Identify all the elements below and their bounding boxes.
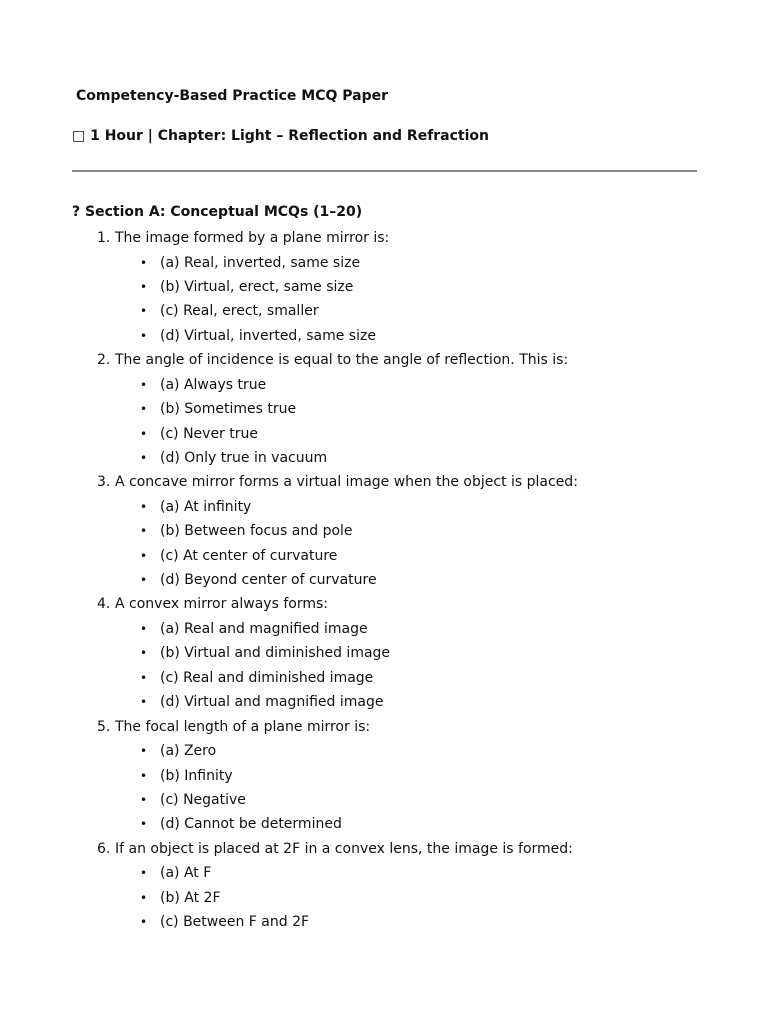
bullet-icon: • bbox=[140, 866, 148, 881]
question-item bbox=[0, 839, 768, 937]
horizontal-divider bbox=[72, 170, 697, 172]
question-number: 4. bbox=[97, 596, 111, 613]
question-item bbox=[0, 228, 768, 350]
option-text: (a) Always true bbox=[160, 376, 267, 393]
bullet-icon: • bbox=[140, 499, 148, 514]
answer-option bbox=[0, 521, 768, 545]
answer-option bbox=[0, 692, 768, 716]
answer-option bbox=[0, 912, 768, 936]
bullet-icon: • bbox=[140, 670, 148, 685]
option-text: (d) Only true in vacuum bbox=[160, 449, 328, 466]
answer-option bbox=[0, 668, 768, 692]
answer-option bbox=[0, 399, 768, 423]
question-row bbox=[0, 228, 768, 253]
bullet-icon: • bbox=[140, 744, 148, 759]
option-text: (d) Cannot be determined bbox=[160, 816, 342, 833]
answer-option bbox=[0, 643, 768, 667]
answer-option bbox=[0, 741, 768, 765]
bullet-icon: • bbox=[140, 450, 148, 465]
answer-option bbox=[0, 375, 768, 399]
answer-option bbox=[0, 301, 768, 325]
question-text: The image formed by a plane mirror is: bbox=[115, 230, 390, 246]
bullet-icon: • bbox=[140, 817, 148, 832]
bullet-icon: • bbox=[140, 890, 148, 905]
question-row bbox=[0, 594, 768, 619]
answer-option bbox=[0, 497, 768, 521]
question-text: A concave mirror forms a virtual image when the object is placed: bbox=[115, 474, 578, 491]
question-number: 3. bbox=[97, 474, 111, 491]
option-text: (c) Between F and 2F bbox=[160, 914, 310, 931]
question-row bbox=[0, 717, 768, 742]
question-number: 1. bbox=[97, 230, 111, 246]
question-text: The angle of incidence is equal to the angle of reflection. This is: bbox=[115, 352, 569, 369]
bullet-icon: • bbox=[140, 622, 148, 637]
bullet-icon: • bbox=[140, 548, 148, 563]
bullet-icon: • bbox=[140, 524, 148, 539]
answer-option bbox=[0, 766, 768, 790]
bullet-icon: • bbox=[140, 279, 148, 294]
option-text: (a) Real and magnified image bbox=[160, 621, 368, 638]
option-text: (b) Sometimes true bbox=[160, 401, 297, 418]
page-subtitle: □ 1 Hour | Chapter: Light – Reflection and Refraction bbox=[72, 128, 490, 144]
option-text: (b) Infinity bbox=[160, 767, 233, 784]
option-text: (d) Virtual and magnified image bbox=[160, 694, 384, 711]
page-title: Competency-Based Practice MCQ Paper bbox=[76, 88, 389, 104]
option-text: (c) Never true bbox=[160, 425, 258, 442]
option-text: (b) At 2F bbox=[160, 889, 221, 906]
section-heading: ? Section A: Conceptual MCQs (1–20) bbox=[72, 204, 363, 220]
option-text: (b) Virtual and diminished image bbox=[160, 645, 391, 662]
bullet-icon: • bbox=[140, 573, 148, 588]
bullet-icon: • bbox=[140, 426, 148, 441]
option-text: (c) Real and diminished image bbox=[160, 669, 374, 686]
question-item bbox=[0, 350, 768, 472]
bullet-icon: • bbox=[140, 793, 148, 807]
bullet-icon: • bbox=[140, 646, 148, 661]
question-text: A convex mirror always forms: bbox=[115, 596, 328, 613]
answer-option bbox=[0, 814, 768, 838]
answer-option bbox=[0, 546, 768, 570]
bullet-icon: • bbox=[140, 328, 148, 343]
option-text: (a) Zero bbox=[160, 743, 217, 760]
answer-option bbox=[0, 424, 768, 448]
option-text: (c) Negative bbox=[160, 792, 246, 808]
bullet-icon: • bbox=[140, 377, 148, 392]
answer-option bbox=[0, 570, 768, 594]
question-list bbox=[0, 228, 768, 937]
option-text: (a) Real, inverted, same size bbox=[160, 254, 361, 271]
bullet-icon: • bbox=[140, 402, 148, 417]
option-text: (b) Virtual, erect, same size bbox=[160, 278, 354, 295]
question-row bbox=[0, 350, 768, 375]
question-text: If an object is placed at 2F in a convex lens, the image is formed: bbox=[115, 840, 573, 857]
bullet-icon: • bbox=[140, 695, 148, 710]
option-text: (d) Beyond center of curvature bbox=[160, 572, 377, 589]
question-number: 5. bbox=[97, 718, 111, 735]
answer-option bbox=[0, 863, 768, 887]
question-number: 2. bbox=[97, 352, 111, 369]
question-item bbox=[0, 594, 768, 716]
bullet-icon: • bbox=[140, 915, 148, 930]
answer-option bbox=[0, 790, 768, 814]
bullet-icon: • bbox=[140, 768, 148, 783]
option-text: (d) Virtual, inverted, same size bbox=[160, 327, 376, 344]
answer-option bbox=[0, 253, 768, 277]
option-text: (a) At F bbox=[160, 865, 212, 882]
bullet-icon: • bbox=[140, 255, 148, 270]
question-row bbox=[0, 839, 768, 864]
option-text: (b) Between focus and pole bbox=[160, 523, 353, 540]
option-text: (c) Real, erect, smaller bbox=[160, 303, 319, 320]
question-item bbox=[0, 472, 768, 594]
answer-option bbox=[0, 277, 768, 301]
answer-option bbox=[0, 326, 768, 350]
answer-option bbox=[0, 619, 768, 643]
question-item bbox=[0, 717, 768, 839]
answer-option bbox=[0, 448, 768, 472]
question-text: The focal length of a plane mirror is: bbox=[115, 718, 371, 735]
bullet-icon: • bbox=[140, 304, 148, 319]
question-number: 6. bbox=[97, 840, 111, 857]
option-text: (c) At center of curvature bbox=[160, 547, 338, 564]
answer-option bbox=[0, 888, 768, 912]
question-row bbox=[0, 472, 768, 497]
option-text: (a) At infinity bbox=[160, 498, 252, 515]
